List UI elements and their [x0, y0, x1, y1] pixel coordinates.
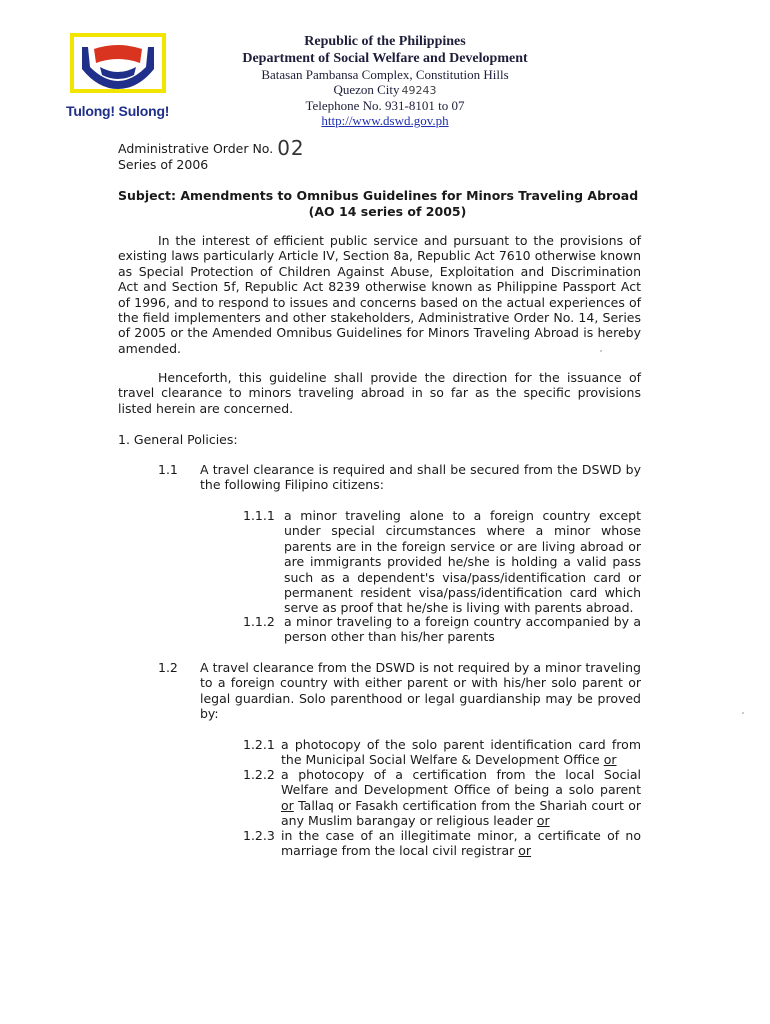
order-number: 02	[277, 136, 305, 160]
subject-heading	[118, 188, 643, 220]
letterhead-website-link[interactable]: http://www.dswd.gov.ph	[321, 113, 449, 128]
section-text: in the case of an illegitimate minor, a certificate of no marriage from the local civil registrar	[281, 828, 641, 859]
letterhead	[215, 33, 555, 128]
subject-line-2: (AO 14 series of 2005)	[308, 204, 467, 219]
section-number: 1.2	[158, 660, 178, 675]
section-number: 1.1.1	[243, 508, 275, 523]
section-item	[281, 828, 641, 859]
section-text: a minor traveling alone to a foreign country except under special circumstances where a minor whose parents are in the foreign service or are living abroad or are immigrants provided he/she is holding a valid pass such as a dependent's visa/pass/identification card or permanent resident visa/pass/identification card which serve as proof that he/she is living with parents abroad.	[284, 508, 641, 616]
scan-speck	[742, 712, 744, 714]
conjunction-or: or	[281, 797, 294, 813]
order-number-line	[118, 136, 305, 160]
letterhead-department: Department of Social Welfare and Development	[242, 51, 528, 66]
subject-line-1: Subject: Amendments to Omnibus Guidelines for Minors Traveling Abroad	[118, 188, 639, 203]
section-number: 1.1.2	[243, 614, 275, 629]
handwritten-number: 49243	[401, 84, 437, 97]
logo-frame	[70, 33, 166, 93]
order-label: Administrative Order No.	[118, 141, 274, 156]
section-item	[281, 767, 641, 829]
hands-heart-icon	[74, 37, 162, 89]
section-text: a photocopy of a certification from the local Social Welfare and Development Office of being a solo parent	[281, 767, 641, 798]
letterhead-republic: Republic of the Philippines	[304, 34, 466, 49]
general-policies-heading: 1. General Policies:	[118, 432, 238, 447]
section-text: a minor traveling to a foreign country accompanied by a person other than his/her parents	[284, 614, 641, 645]
conjunction-or: or	[603, 752, 617, 768]
letterhead-city-line	[215, 82, 555, 98]
intro-paragraph: In the interest of efficient public service and pursuant to the provisions of existing laws particularly Article IV, Section 8a, Republic Act 7610 otherwise known as Special Protection of Children Against Abuse, Exploitation and Discrimination Act and Section 5f, Republic Act 8239 otherwise known as Philippine Passport Act of 1996, and to respond to issues and concerns based on the actual experiences of the field implementers and other stakeholders, Administrative Order No. 14, Series of 2005 or the Amended Omnibus Guidelines for Minors Traveling Abroad is hereby amended.	[118, 233, 641, 356]
conjunction-or: or	[518, 843, 532, 859]
order-series: Series of 2006	[118, 157, 209, 172]
section-number: 1.2.2	[243, 767, 275, 782]
order-block	[118, 136, 305, 173]
section-number: 1.1	[158, 462, 178, 477]
section-text: Tallaq or Fasakh certification from the Shariah court or any Muslim barangay or religious leader	[281, 797, 641, 829]
henceforth-paragraph: Henceforth, this guideline shall provide the direction for the issuance of travel clearance to minors traveling abroad in so far as the specific provisions listed herein are concerned.	[118, 370, 641, 416]
section-number: 1.2.3	[243, 828, 275, 843]
section-text: A travel clearance is required and shall be secured from the DSWD by the following Filipino citizens:	[200, 462, 641, 493]
section-text: a photocopy of the solo parent identification card from the Municipal Social Welfare & Development Office	[281, 737, 641, 768]
logo-tagline: Tulong! Sulong!	[66, 103, 170, 119]
scan-speck	[600, 350, 602, 352]
letterhead-address: Batasan Pambansa Complex, Constitution Hills	[261, 67, 509, 82]
section-item	[281, 737, 641, 768]
dswd-logo	[66, 33, 170, 119]
letterhead-telephone: Telephone No. 931-8101 to 07	[305, 98, 465, 113]
conjunction-or: or	[536, 813, 550, 829]
section-number: 1.2.1	[243, 737, 275, 752]
section-text: A travel clearance from the DSWD is not required by a minor traveling to a foreign country with either parent or with his/her solo parent or legal guardian. Solo parenthood or legal guardianship may be proved by:	[200, 660, 641, 722]
letterhead-city: Quezon City	[333, 82, 400, 97]
